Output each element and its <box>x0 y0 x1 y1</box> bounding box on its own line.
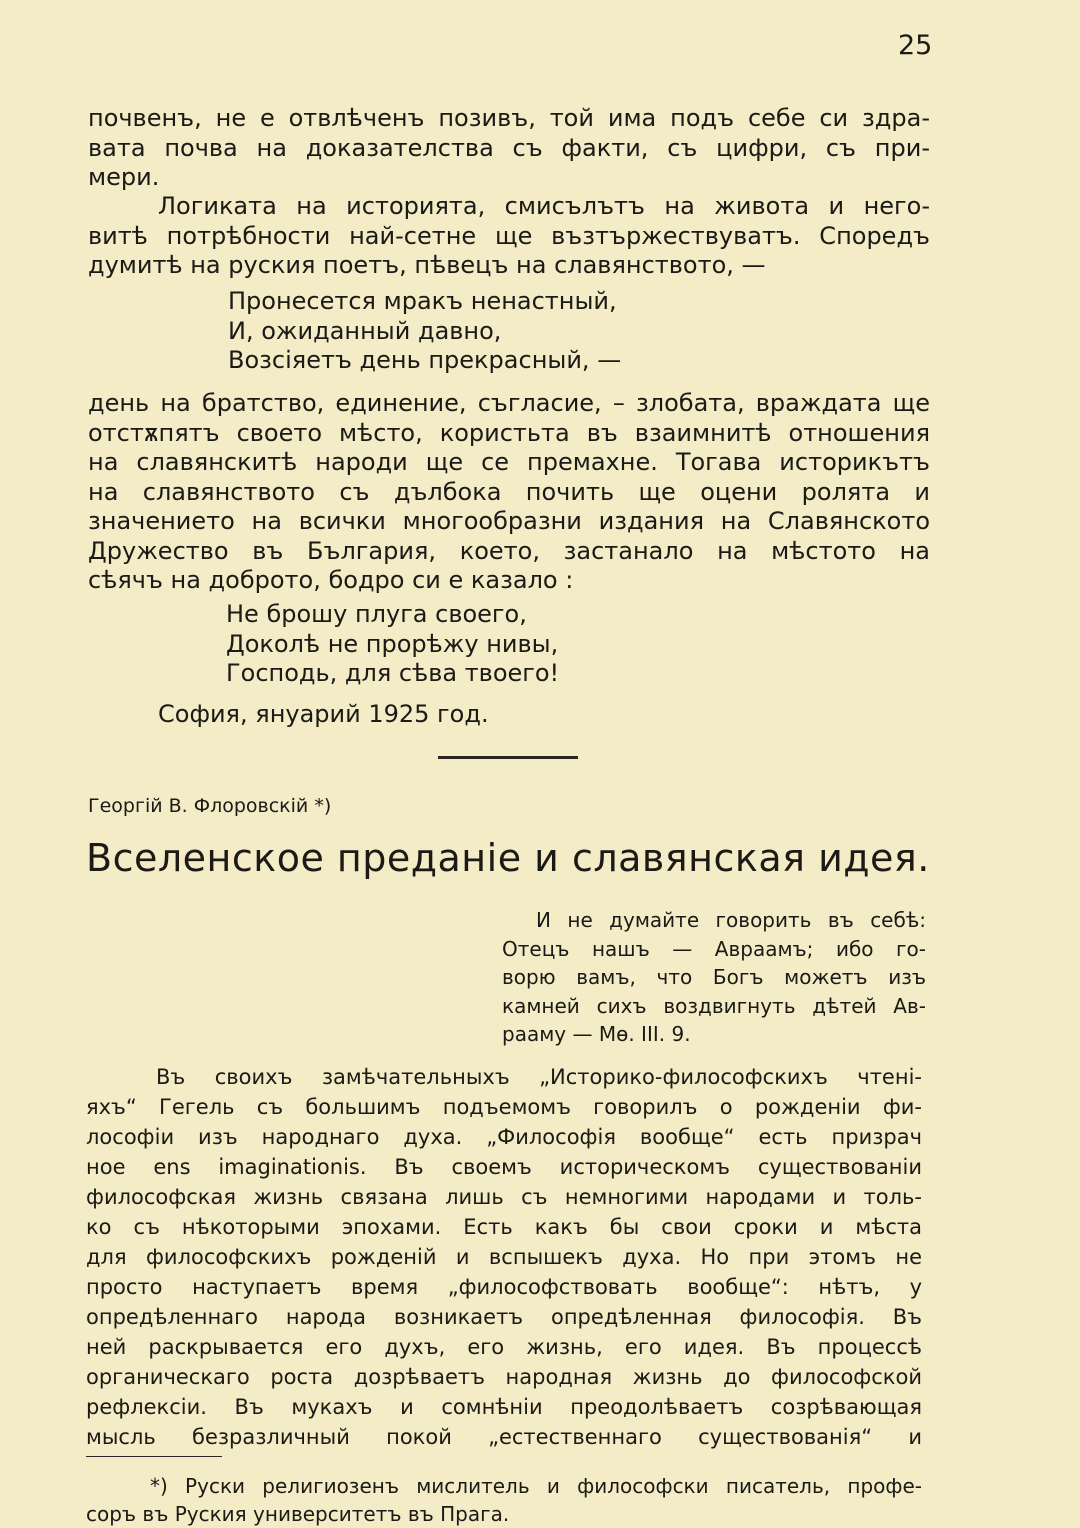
poem-line: Пронесется мракъ ненастный, <box>228 287 617 315</box>
section-divider <box>438 756 578 759</box>
text-line: мери. <box>88 163 160 191</box>
poem-line: И, ожиданный давно, <box>228 316 502 345</box>
text-line: опредѣленнаго народа возникаетъ опредѣленная философія. Въ <box>86 1305 922 1329</box>
text-line: отстѫпятъ своето мѣсто, користьта въ взаимнитѣ отношения <box>88 418 930 447</box>
text-line: сѣячъ на доброто, бодро си е казало : <box>88 566 574 594</box>
article-body <box>86 1062 922 1452</box>
text-line: просто наступаетъ время „философствовать вообще“: нѣтъ, у <box>86 1275 922 1299</box>
poem-quote-1 <box>228 287 621 376</box>
epigraph <box>502 906 926 1049</box>
footnote-line: *) Руски религиозенъ мислитель и философски писатель, профе- <box>150 1474 922 1498</box>
text-line: для философскихъ рожденій и вспышекъ духа. Но при этомъ не <box>86 1245 922 1269</box>
text-line: яхъ“ Гегель съ большимъ подъемомъ говорилъ о рожденіи фи- <box>86 1095 922 1119</box>
text-line: органическаго роста дозрѣваетъ народная жизнь до философской <box>86 1365 922 1389</box>
text-line: день на братство, единение, съгласие, – злобата, враждата ще <box>88 389 930 417</box>
footnote-line: соръ въ Руския университетъ въ Прага. <box>86 1502 510 1526</box>
text-line: ней раскрывается его духъ, его жизнь, его идея. Въ процессѣ <box>86 1335 922 1359</box>
page-number: 25 <box>898 30 933 61</box>
text-line: рефлексіи. Въ мукахъ и сомнѣніи преодолѣваетъ созрѣвающая <box>86 1395 922 1419</box>
poem-line: Доколѣ не прорѣжу нивы, <box>226 629 559 658</box>
paragraph-3 <box>88 389 930 596</box>
paragraph-1 <box>88 104 930 193</box>
place-date-signature: София, януарий 1925 год. <box>158 700 489 728</box>
text-line: думитѣ на руския поетъ, пѣвецъ на славянството, — <box>88 251 766 279</box>
text-line: лософіи изъ народнаго духа. „Философія вообще“ есть призрач <box>86 1125 922 1149</box>
text-line: Въ своихъ замѣчательныхъ „Историко-философскихъ чтені- <box>156 1065 922 1089</box>
text-line: на славянскитѣ народи ще се премахне. Тогава историкътъ <box>88 448 930 476</box>
text-line: Дружество въ България, което, застанало на мѣстото на <box>88 536 930 565</box>
text-line: Логиката на историята, смисълътъ на живота и него- <box>158 192 930 220</box>
epigraph-line: ворю вамъ, что Богъ можетъ изъ <box>502 965 926 989</box>
epigraph-line: И не думайте говорить въ себѣ: <box>536 908 926 932</box>
article-author: Георгій В. Флоровскій *) <box>88 795 332 817</box>
poem-line: Господь, для сѣва твоего! <box>226 659 560 687</box>
text-line: вата почва на доказателства съ факти, съ цифри, съ при- <box>88 133 930 162</box>
paragraph-2 <box>88 192 930 281</box>
epigraph-line: рааму — Мѳ. III. 9. <box>502 1022 691 1046</box>
poem-line: Возсіяетъ день прекрасный, — <box>228 346 622 374</box>
poem-quote-2 <box>226 600 559 689</box>
text-line: витѣ потрѣбности най-сетне ще възтържествуватъ. Споредъ <box>88 221 930 250</box>
text-line: философская жизнь связана лишь съ немногими народами и толь- <box>86 1185 922 1209</box>
text-line: значението на всички многообразни издания на Славянското <box>88 507 930 535</box>
epigraph-line: Отецъ нашъ — Авраамъ; ибо го- <box>502 936 926 961</box>
footnote-rule <box>86 1456 222 1457</box>
text-line: мысль безразличный покой „естественнаго существованія“ и <box>86 1425 922 1449</box>
text-line: почвенъ, не е отвлѣченъ позивъ, той има подъ себе си здра- <box>88 104 930 132</box>
article-title: Вселенское преданіе и славянская идея. <box>86 836 930 880</box>
footnote <box>86 1472 922 1528</box>
poem-line: Не брошу плуга своего, <box>226 600 527 628</box>
text-line: ное ens imaginationis. Въ своемъ историческомъ существованіи <box>86 1155 922 1179</box>
text-line: ко съ нѣкоторыми эпохами. Есть какъ бы свои сроки и мѣста <box>86 1215 922 1239</box>
text-line: на славянството съ дълбока почить ще оцени ролята и <box>88 477 930 506</box>
epigraph-line: камней сихъ воздвигнуть дѣтей Ав- <box>502 993 926 1018</box>
